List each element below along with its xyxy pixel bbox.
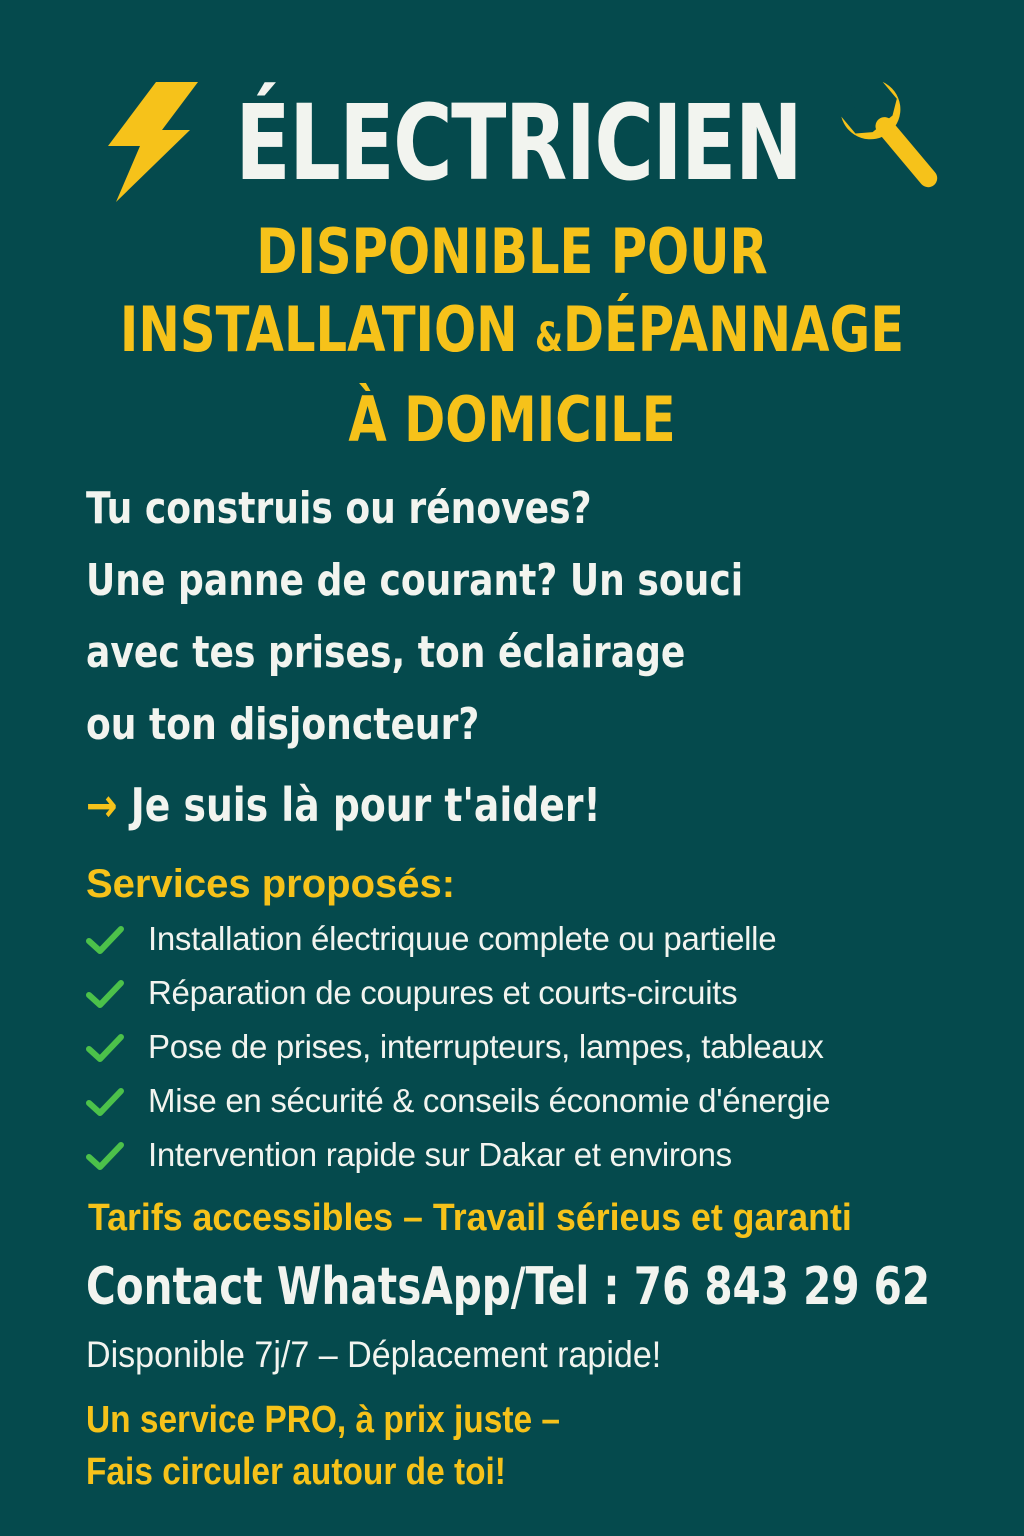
check-icon — [86, 1034, 124, 1062]
list-item — [86, 1128, 986, 1182]
pricing-note: Tarifs accessibles – Travail sérieus et garanti — [88, 1197, 852, 1239]
intro-line-4: ou ton disjoncteur? — [86, 699, 480, 750]
service-text: Intervention rapide sur Dakar et environs — [148, 1136, 732, 1173]
headline-line-1: DISPONIBLE POUR — [256, 215, 768, 288]
closing-line-1: Un service PRO, à prix juste – — [86, 1399, 560, 1441]
intro-line-2: Une panne de courant? Un souci — [86, 555, 744, 606]
services-title: Services proposés: — [86, 862, 456, 906]
cta-text: Je suis là pour t'aider! — [130, 778, 601, 832]
call-to-action — [86, 772, 988, 838]
service-text: Pose de prises, interrupteurs, lampes, tableaux — [148, 1028, 824, 1065]
service-text: Mise en sécurité & conseils économie d'énergie — [148, 1082, 831, 1119]
check-icon — [86, 1142, 124, 1170]
service-text: Réparation de coupures et courts-circuits — [148, 974, 738, 1011]
service-text: Installation électriquue complete ou partielle — [148, 920, 777, 957]
headline-installation: INSTALLATION — [119, 293, 518, 366]
list-item — [86, 1074, 986, 1128]
contact-phone: Contact WhatsApp/Tel : 76 843 29 62 — [86, 1257, 931, 1317]
list-item — [86, 912, 986, 966]
service-list — [86, 912, 986, 1182]
title-row — [0, 78, 1024, 208]
check-icon — [86, 1088, 124, 1116]
arrow-right-icon: → — [86, 778, 118, 832]
headline-depannage: DÉPANNAGE — [562, 293, 905, 366]
headline-line-2 — [102, 290, 921, 378]
headline-line-3: À DOMICILE — [348, 383, 676, 456]
list-item — [86, 1020, 986, 1074]
headline-ampersand: & — [534, 315, 563, 361]
page-title: ÉLECTRICIEN — [235, 82, 802, 204]
availability-note: Disponible 7j/7 – Déplacement rapide! — [86, 1334, 662, 1375]
intro-line-3: avec tes prises, ton éclairage — [86, 627, 686, 678]
wrench-icon — [838, 80, 950, 198]
closing-line-2: Fais circuler autour de toi! — [86, 1451, 506, 1493]
list-item — [86, 966, 986, 1020]
check-icon — [86, 980, 124, 1008]
intro-line-1: Tu construis ou rénoves? — [86, 483, 592, 534]
check-icon — [86, 926, 124, 954]
